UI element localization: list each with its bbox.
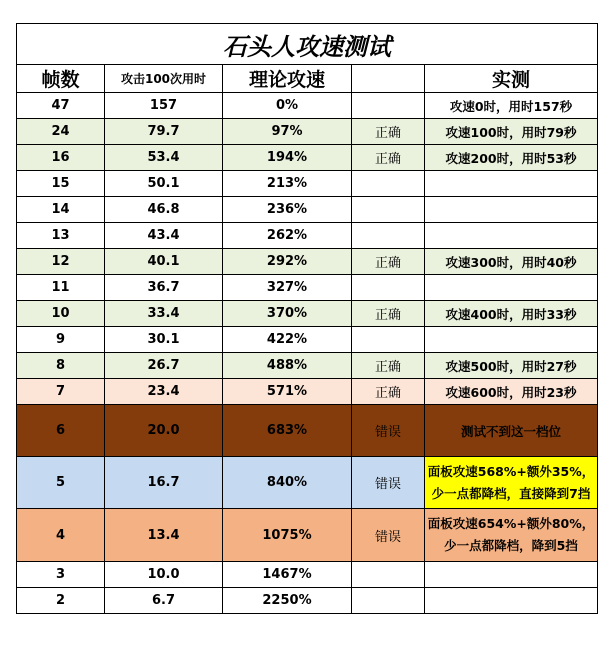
verdict-cell: 正确 xyxy=(352,301,425,327)
time-cell: 53.4 xyxy=(105,145,223,171)
time-cell: 10.0 xyxy=(105,562,223,588)
measured-note-cell xyxy=(425,562,598,588)
verdict-cell: 错误 xyxy=(352,509,425,562)
verdict-cell xyxy=(352,562,425,588)
measured-note-cell xyxy=(425,197,598,223)
time-cell: 157 xyxy=(105,93,223,119)
table-row xyxy=(17,327,598,353)
frames-cell: 10 xyxy=(17,301,105,327)
table-row xyxy=(17,93,598,119)
frames-cell: 2 xyxy=(17,588,105,614)
time-cell: 26.7 xyxy=(105,353,223,379)
frames-cell: 11 xyxy=(17,275,105,301)
measured-note-cell: 测试不到这一档位 xyxy=(425,405,598,457)
table-row xyxy=(17,249,598,275)
measured-note-cell xyxy=(425,223,598,249)
frames-cell: 6 xyxy=(17,405,105,457)
verdict-cell: 正确 xyxy=(352,119,425,145)
frames-cell: 5 xyxy=(17,457,105,509)
table-row xyxy=(17,353,598,379)
header-frames: 帧数 xyxy=(17,65,105,93)
theory-speed-cell: 1075% xyxy=(223,509,352,562)
table-row xyxy=(17,171,598,197)
measured-note-cell xyxy=(425,457,598,509)
measured-note-cell: 攻速300时，用时40秒 xyxy=(425,249,598,275)
verdict-cell: 正确 xyxy=(352,145,425,171)
theory-speed-cell: 370% xyxy=(223,301,352,327)
time-cell: 13.4 xyxy=(105,509,223,562)
verdict-cell: 正确 xyxy=(352,353,425,379)
table-row xyxy=(17,145,598,171)
time-cell: 43.4 xyxy=(105,223,223,249)
header-time: 攻击100次用时 xyxy=(105,65,223,93)
measured-note-line: 少一点都降档，直接降到7挡 xyxy=(431,485,591,501)
theory-speed-cell: 840% xyxy=(223,457,352,509)
measured-note-cell: 攻速0时，用时157秒 xyxy=(425,93,598,119)
frames-cell: 47 xyxy=(17,93,105,119)
verdict-cell xyxy=(352,327,425,353)
table-row xyxy=(17,301,598,327)
measured-note-line: 面板攻速654%+额外80%， xyxy=(427,516,595,531)
table-title: 石头人攻速测试 xyxy=(17,24,598,65)
measured-note-cell: 攻速500时，用时27秒 xyxy=(425,353,598,379)
theory-speed-cell: 236% xyxy=(223,197,352,223)
header-verdict xyxy=(352,65,425,93)
theory-speed-cell: 0% xyxy=(223,93,352,119)
verdict-cell xyxy=(352,588,425,614)
verdict-cell xyxy=(352,171,425,197)
theory-speed-cell: 683% xyxy=(223,405,352,457)
verdict-cell xyxy=(352,223,425,249)
measured-note-cell xyxy=(425,327,598,353)
frames-cell: 13 xyxy=(17,223,105,249)
verdict-cell: 错误 xyxy=(352,457,425,509)
table-row xyxy=(17,197,598,223)
verdict-cell: 正确 xyxy=(352,379,425,405)
measured-note-cell: 攻速600时，用时23秒 xyxy=(425,379,598,405)
theory-speed-cell: 2250% xyxy=(223,588,352,614)
measured-note-cell: 攻速200时，用时53秒 xyxy=(425,145,598,171)
measured-note-cell: 攻速400时，用时33秒 xyxy=(425,301,598,327)
measured-note-cell xyxy=(425,275,598,301)
time-cell: 20.0 xyxy=(105,405,223,457)
time-cell: 16.7 xyxy=(105,457,223,509)
theory-speed-cell: 194% xyxy=(223,145,352,171)
time-cell: 40.1 xyxy=(105,249,223,275)
verdict-cell xyxy=(352,275,425,301)
theory-speed-cell: 1467% xyxy=(223,562,352,588)
table-row xyxy=(17,509,598,562)
frames-cell: 7 xyxy=(17,379,105,405)
table-row xyxy=(17,588,598,614)
table-row xyxy=(17,457,598,509)
measured-note-line: 少一点都降档，降到5挡 xyxy=(444,538,578,553)
frames-cell: 14 xyxy=(17,197,105,223)
table-row xyxy=(17,119,598,145)
frames-cell: 16 xyxy=(17,145,105,171)
theory-speed-cell: 213% xyxy=(223,171,352,197)
frames-cell: 9 xyxy=(17,327,105,353)
time-cell: 6.7 xyxy=(105,588,223,614)
time-cell: 79.7 xyxy=(105,119,223,145)
header-measured: 实测 xyxy=(425,65,598,93)
frames-cell: 12 xyxy=(17,249,105,275)
theory-speed-cell: 292% xyxy=(223,249,352,275)
time-cell: 33.4 xyxy=(105,301,223,327)
theory-speed-cell: 97% xyxy=(223,119,352,145)
frames-cell: 4 xyxy=(17,509,105,562)
theory-speed-cell: 327% xyxy=(223,275,352,301)
time-cell: 23.4 xyxy=(105,379,223,405)
frames-cell: 15 xyxy=(17,171,105,197)
time-cell: 46.8 xyxy=(105,197,223,223)
measured-note-cell xyxy=(425,171,598,197)
measured-note-cell xyxy=(425,509,598,562)
measured-note-cell xyxy=(425,588,598,614)
time-cell: 30.1 xyxy=(105,327,223,353)
header-row xyxy=(17,65,598,93)
table-row xyxy=(17,405,598,457)
speed-test-table xyxy=(16,23,598,614)
verdict-cell: 错误 xyxy=(352,405,425,457)
time-cell: 36.7 xyxy=(105,275,223,301)
frames-cell: 8 xyxy=(17,353,105,379)
measured-note-line: 面板攻速568%+额外35%， xyxy=(427,463,595,479)
theory-speed-cell: 422% xyxy=(223,327,352,353)
table-row xyxy=(17,562,598,588)
time-cell: 50.1 xyxy=(105,171,223,197)
table-row xyxy=(17,275,598,301)
theory-speed-cell: 262% xyxy=(223,223,352,249)
frames-cell: 3 xyxy=(17,562,105,588)
theory-speed-cell: 488% xyxy=(223,353,352,379)
table-row xyxy=(17,379,598,405)
verdict-cell: 正确 xyxy=(352,249,425,275)
header-theory-speed: 理论攻速 xyxy=(223,65,352,93)
verdict-cell xyxy=(352,93,425,119)
verdict-cell xyxy=(352,197,425,223)
theory-speed-cell: 571% xyxy=(223,379,352,405)
frames-cell: 24 xyxy=(17,119,105,145)
table-row xyxy=(17,223,598,249)
measured-note-cell: 攻速100时，用时79秒 xyxy=(425,119,598,145)
